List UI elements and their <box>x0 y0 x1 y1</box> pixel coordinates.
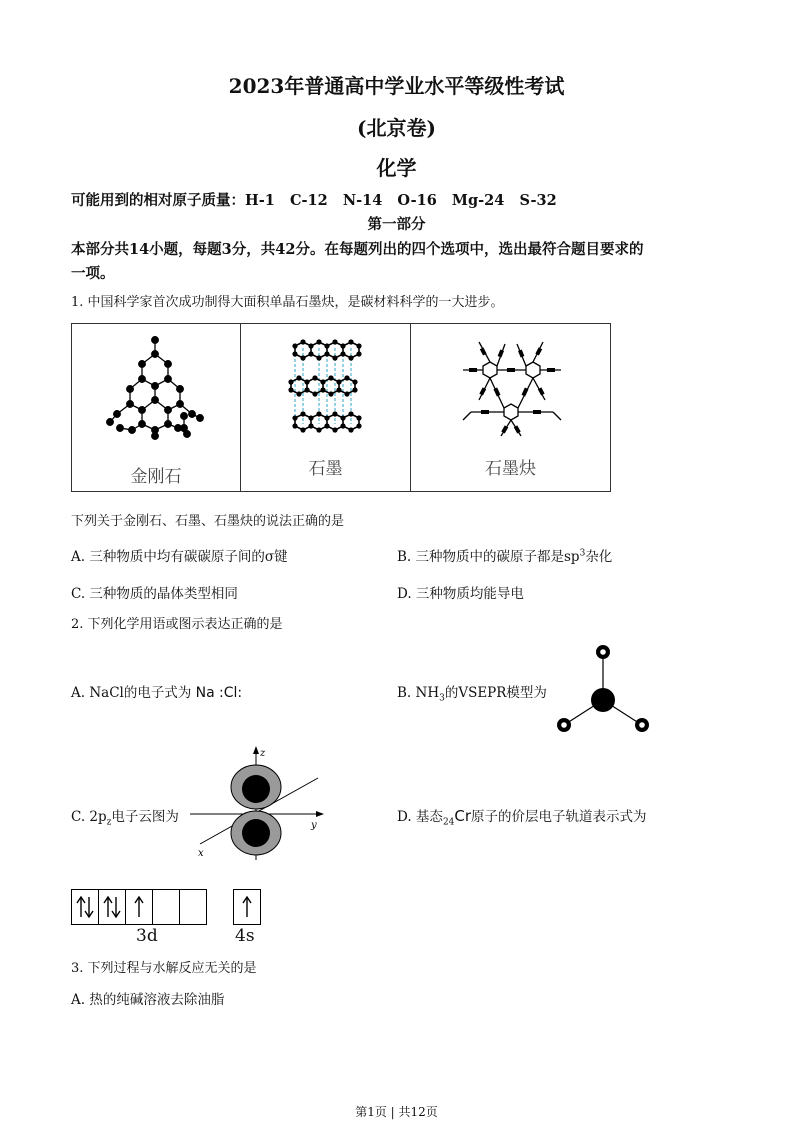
axis-z-label: z <box>260 748 266 759</box>
q2-option-b-sub: 3 <box>439 693 445 704</box>
orbital-diagram-4s <box>233 889 261 925</box>
page-footer: 第1页 | 共12页 <box>355 1105 438 1119</box>
vsepr-model-image <box>548 636 660 742</box>
part-instruction-1: 本部分共14小题，每题3分，共42分。在每题列出的四个选项中，选出最符合题目要求的 <box>71 241 644 258</box>
q2-option-c-prefix: C. 2p <box>71 809 107 825</box>
graphite-structure-image <box>241 324 410 454</box>
q2-option-d-prefix: D. 基态 <box>397 809 443 825</box>
figure-diamond <box>72 324 241 492</box>
figure-graphite <box>241 324 411 492</box>
atomic-masses: 可能用到的相对原子质量：H-1 C-12 N-14 O-16 Mg-24 S-32 <box>71 192 557 209</box>
orbital-box-empty <box>153 890 180 924</box>
part-heading: 第一部分 <box>367 216 426 233</box>
q1-option-a: A. 三种物质中均有碳碳原子间的σ键 <box>71 549 288 565</box>
diamond-structure-image <box>72 324 240 454</box>
q2-option-d-sub: 24 <box>442 817 455 828</box>
pz-orbital-image <box>190 744 330 862</box>
exam-region: (北京卷) <box>357 116 436 140</box>
orbital-box-paired <box>72 890 99 924</box>
figure-label-graphite: 石墨 <box>308 459 343 479</box>
q2-option-c-sub: z <box>106 817 112 828</box>
q2-option-c-suffix: 电子云图为 <box>111 809 179 825</box>
q2-option-d <box>397 805 647 828</box>
figure-label-diamond: 金刚石 <box>130 467 182 487</box>
q1-option-b <box>397 545 612 565</box>
axis-x-label: x <box>198 848 204 859</box>
part-instruction-2: 一项。 <box>71 265 115 282</box>
q1-option-d: D. 三种物质均能导电 <box>397 586 524 602</box>
q3-option-a: A. 热的纯碱溶液去除油脂 <box>71 992 225 1008</box>
q2-option-b-suffix: 的VSEPR模型为 <box>444 685 547 701</box>
axis-y-label: y <box>311 820 317 831</box>
figure-label-graphdiyne: 石墨炔 <box>485 459 536 479</box>
q1-question: 下列关于金刚石、石墨、石墨炔的说法正确的是 <box>71 514 345 529</box>
q2-option-d-elem: Cr <box>454 807 472 825</box>
q3-stem: 3. 下列过程与水解反应无关的是 <box>71 961 257 976</box>
q1-option-b-prefix: B. 三种物质中的碳原子都是sp <box>397 549 580 565</box>
q1-stem: 1. 中国科学家首次成功制得大面积单晶石墨炔，是碳材料科学的一大进步。 <box>71 295 504 310</box>
orbital-box-single <box>234 890 260 924</box>
q2-option-d-suffix: 原子的价层电子轨道表示式为 <box>471 809 647 825</box>
q2-option-a-prefix: A. NaCl的电子式为 <box>71 685 192 701</box>
q2-option-c <box>71 805 179 828</box>
q1-option-c: C. 三种物质的晶体类型相同 <box>71 586 238 602</box>
q2-option-a-cl: :Cl: <box>219 685 243 701</box>
q2-option-a-formula: Na <box>195 685 215 701</box>
graphdiyne-structure-image <box>411 324 610 454</box>
exam-subject: 化学 <box>376 156 417 180</box>
figure-graphdiyne <box>411 324 611 492</box>
q1-figure-table <box>71 323 611 492</box>
orbital-diagram-3d <box>71 889 207 925</box>
orbital-box-paired <box>99 890 126 924</box>
orbital-box-single <box>126 890 153 924</box>
orbital-label-3d: 3d <box>136 926 158 946</box>
q1-option-b-suffix: 杂化 <box>585 549 613 565</box>
q2-option-b <box>397 681 547 704</box>
orbital-label-4s: 4s <box>235 926 255 946</box>
exam-title: 2023年普通高中学业水平等级性考试 <box>228 74 565 98</box>
orbital-box-empty <box>180 890 206 924</box>
q2-option-a <box>71 681 242 701</box>
q1-option-b-sup: 3 <box>579 548 586 559</box>
q2-option-b-prefix: B. NH <box>397 685 440 701</box>
q2-stem: 2. 下列化学用语或图示表达正确的是 <box>71 617 283 632</box>
